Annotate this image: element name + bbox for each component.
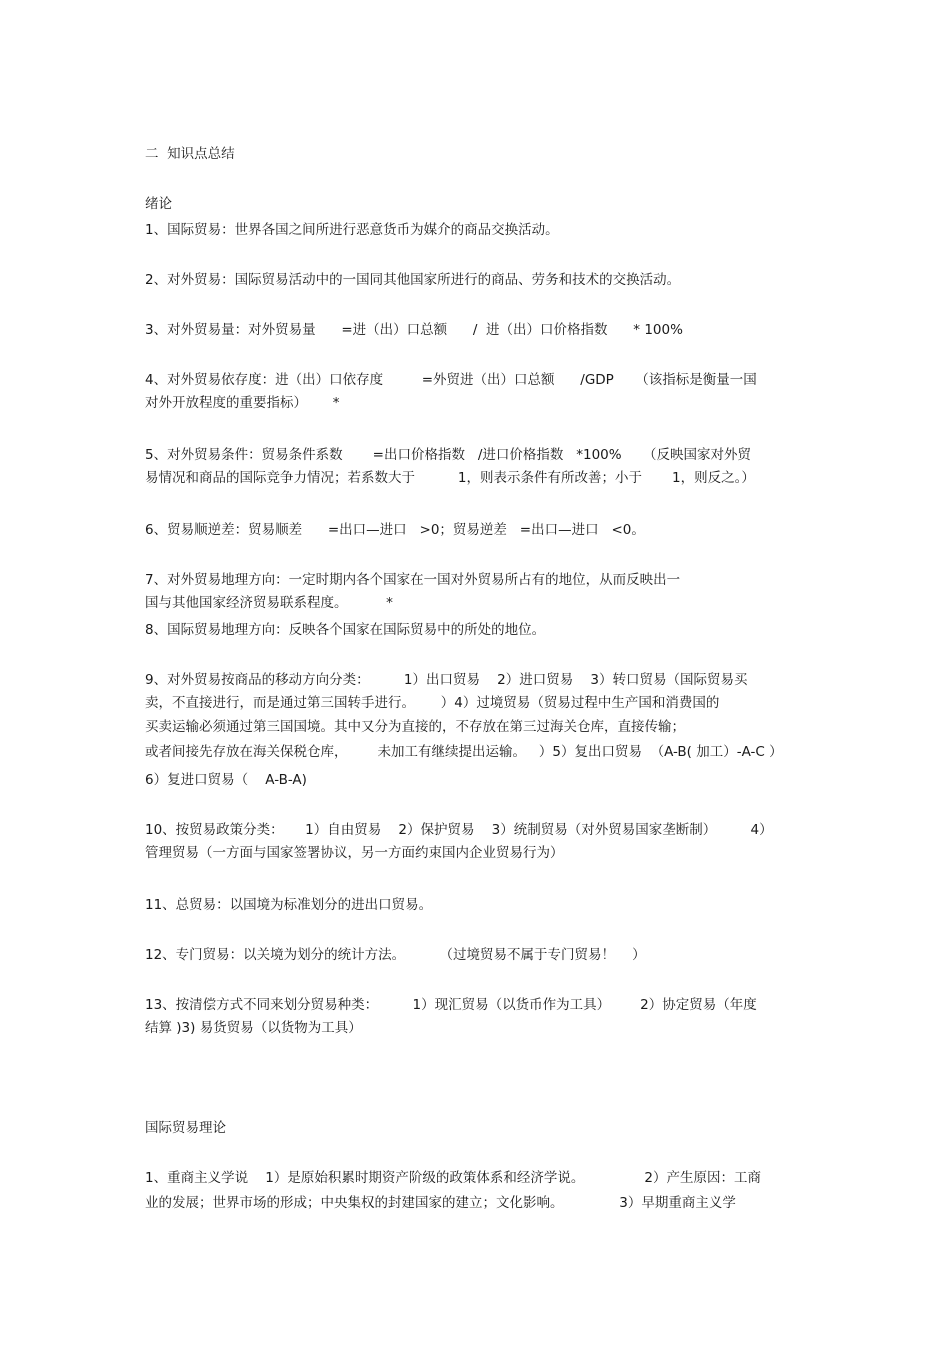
paragraph-line: 9、对外贸易按商品的移动方向分类： 1）出口贸易 2）进口贸易 3）转口贸易（国际贸易买 [145,672,748,688]
paragraph-line: 业的发展；世界市场的形成；中央集权的封建国家的建立；文化影响。 3）早期重商主义学 [145,1195,736,1211]
paragraph-line: 买卖运输必须通过第三国国境。其中又分为直接的，不存放在第三过海关仓库，直接传输； [145,719,685,735]
paragraph-line: 或者间接先存放在海关保税仓库， 未加工有继续提出运输。 ）5）复出口贸易 （A-B( 加工）-A-C ） [145,744,783,760]
paragraph-line: 11、总贸易：以国境为标准划分的进出口贸易。 [145,897,433,913]
paragraph-line: 管理贸易（一方面与国家签署协议，另一方面约束国内企业贸易行为） [145,845,564,861]
chapter-heading-intro: 绪论 [145,196,172,212]
paragraph-line: 易情况和商品的国际竞争力情况；若系数大于 1，则表示条件有所改善；小于 1，则反之。） [145,470,755,486]
chapter-heading-theory: 国际贸易理论 [145,1120,226,1136]
paragraph-line: 4、对外贸易依存度：进（出）口依存度 =外贸进（出）口总额 /GDP （该指标是衡量一国 [145,372,757,388]
section-title: 二 知识点总结 [145,146,235,162]
paragraph-line: 结算 )3) 易货贸易（以货物为工具） [145,1020,362,1036]
paragraph-line: 8、国际贸易地理方向：反映各个国家在国际贸易中的所处的地位。 [145,622,546,638]
paragraph-line: 3、对外贸易量：对外贸易量 =进（出）口总额 / 进（出）口价格指数 * 100% [145,322,683,338]
paragraph-line: 6）复进口贸易（ A-B-A) [145,772,307,788]
paragraph-line: 卖，不直接进行，而是通过第三国转手进行。 ）4）过境贸易（贸易过程中生产国和消费国的 [145,695,720,711]
paragraph-line: 对外开放程度的重要指标） * [145,395,340,411]
paragraph-line: 1、重商主义学说 1）是原始积累时期资产阶级的政策体系和经济学说。 2）产生原因：工商 [145,1170,762,1186]
paragraph-line: 6、贸易顺逆差：贸易顺差 =出口—进口 >0；贸易逆差 =出口—进口 <0。 [145,522,645,538]
paragraph-line: 7、对外贸易地理方向：一定时期内各个国家在一国对外贸易所占有的地位，从而反映出一 [145,572,681,588]
paragraph-line: 国与其他国家经济贸易联系程度。 * [145,595,393,611]
paragraph-line: 2、对外贸易：国际贸易活动中的一国同其他国家所进行的商品、劳务和技术的交换活动。 [145,272,681,288]
paragraph-line: 5、对外贸易条件：贸易条件系数 =出口价格指数 /进口价格指数 *100% （反映国家对外贸 [145,447,752,463]
paragraph-line: 12、专门贸易：以关境为划分的统计方法。 （过境贸易不属于专门贸易！ ） [145,947,646,963]
paragraph-line: 1、国际贸易：世界各国之间所进行恶意货币为媒介的商品交换活动。 [145,222,559,238]
paragraph-line: 13、按清偿方式不同来划分贸易种类： 1）现汇贸易（以货币作为工具） 2）协定贸易（年度 [145,997,757,1013]
paragraph-line: 10、按贸易政策分类： 1）自由贸易 2）保护贸易 3）统制贸易（对外贸易国家垄断制） 4） [145,822,773,838]
